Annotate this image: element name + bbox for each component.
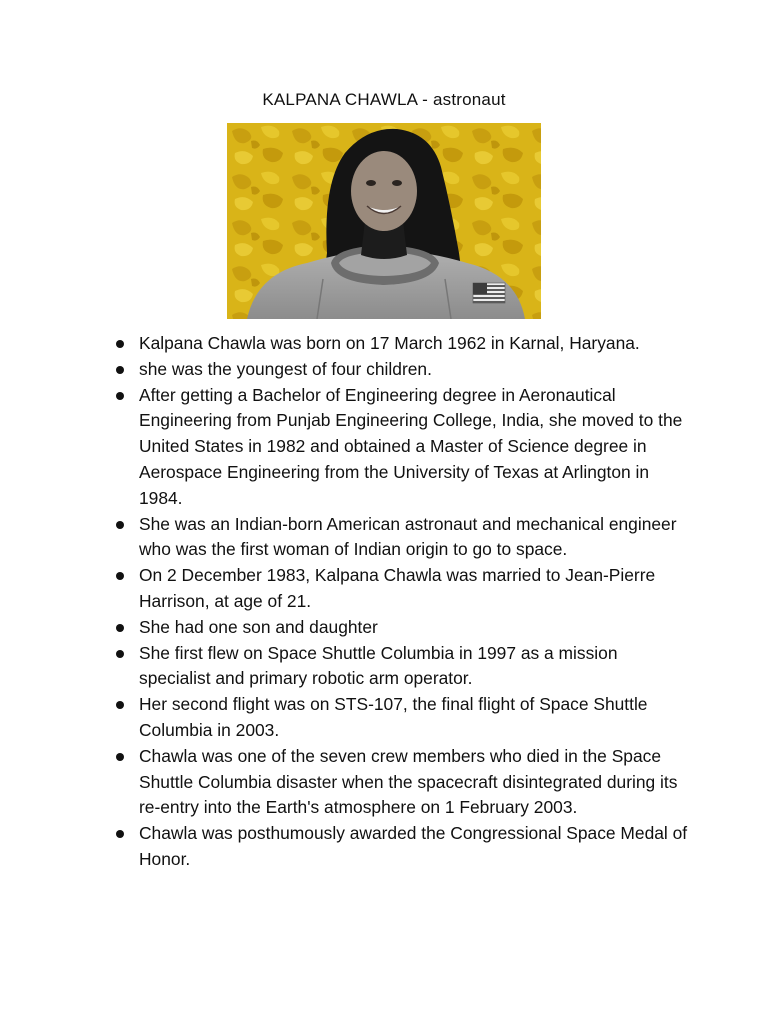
portrait-photo	[227, 123, 541, 319]
document-title: KALPANA CHAWLA - astronaut	[262, 90, 506, 109]
list-item-text: Chawla was one of the seven crew members who died in the Space Shuttle Columbia disaster when the spacecraft disintegrated during its re-entry into the Earth's atmosphere on 1 February 2003.	[139, 745, 678, 818]
bullet-list	[112, 331, 692, 873]
us-flag-patch-icon	[473, 283, 505, 303]
list-item	[112, 821, 692, 873]
list-item-text: On 2 December 1983, Kalpana Chawla was married to Jean-Pierre Harrison, at age of 21.	[139, 565, 656, 611]
list-item-text: She had one son and daughter	[139, 616, 378, 637]
bullet-dot-icon	[116, 624, 124, 632]
list-item	[112, 331, 692, 357]
list-item-text: She first flew on Space Shuttle Columbia in 1997 as a mission specialist and primary robotic arm operator.	[139, 642, 618, 689]
bullet-dot-icon	[116, 650, 124, 658]
list-item-text: she was the youngest of four children.	[139, 358, 432, 379]
list-item-text: Kalpana Chawla was born on 17 March 1962 in Karnal, Haryana.	[139, 333, 640, 353]
bullet-dot-icon	[116, 572, 124, 580]
bullet-dot-icon	[116, 340, 124, 348]
bullet-dot-icon	[116, 392, 124, 400]
bullet-dot-icon	[116, 521, 124, 529]
list-item	[112, 383, 692, 512]
list-item	[112, 641, 692, 693]
list-item-text: Her second flight was on STS-107, the final flight of Space Shuttle Columbia in 2003.	[139, 694, 648, 740]
list-item-text: She was an Indian-born American astronaut and mechanical engineer who was the first woman of Indian origin to go to space.	[139, 513, 677, 560]
list-item	[112, 692, 692, 744]
list-item	[112, 357, 692, 383]
bullet-dot-icon	[116, 830, 124, 838]
bullet-dot-icon	[116, 701, 124, 709]
list-item	[112, 615, 692, 641]
bullet-dot-icon	[116, 366, 124, 374]
list-item	[112, 563, 692, 615]
list-item-text: Chawla was posthumously awarded the Congressional Space Medal of Honor.	[139, 823, 688, 869]
list-item	[112, 744, 692, 821]
bullet-dot-icon	[116, 753, 124, 761]
list-item	[112, 512, 692, 564]
list-item-text: After getting a Bachelor of Engineering degree in Aeronautical Engineering from Punjab Engineering College, India, she moved to the United States in 1982 and obtained a Master of Science degree in Aerospace Engineering from the University of Texas at Arlington in 1984.	[139, 384, 683, 508]
